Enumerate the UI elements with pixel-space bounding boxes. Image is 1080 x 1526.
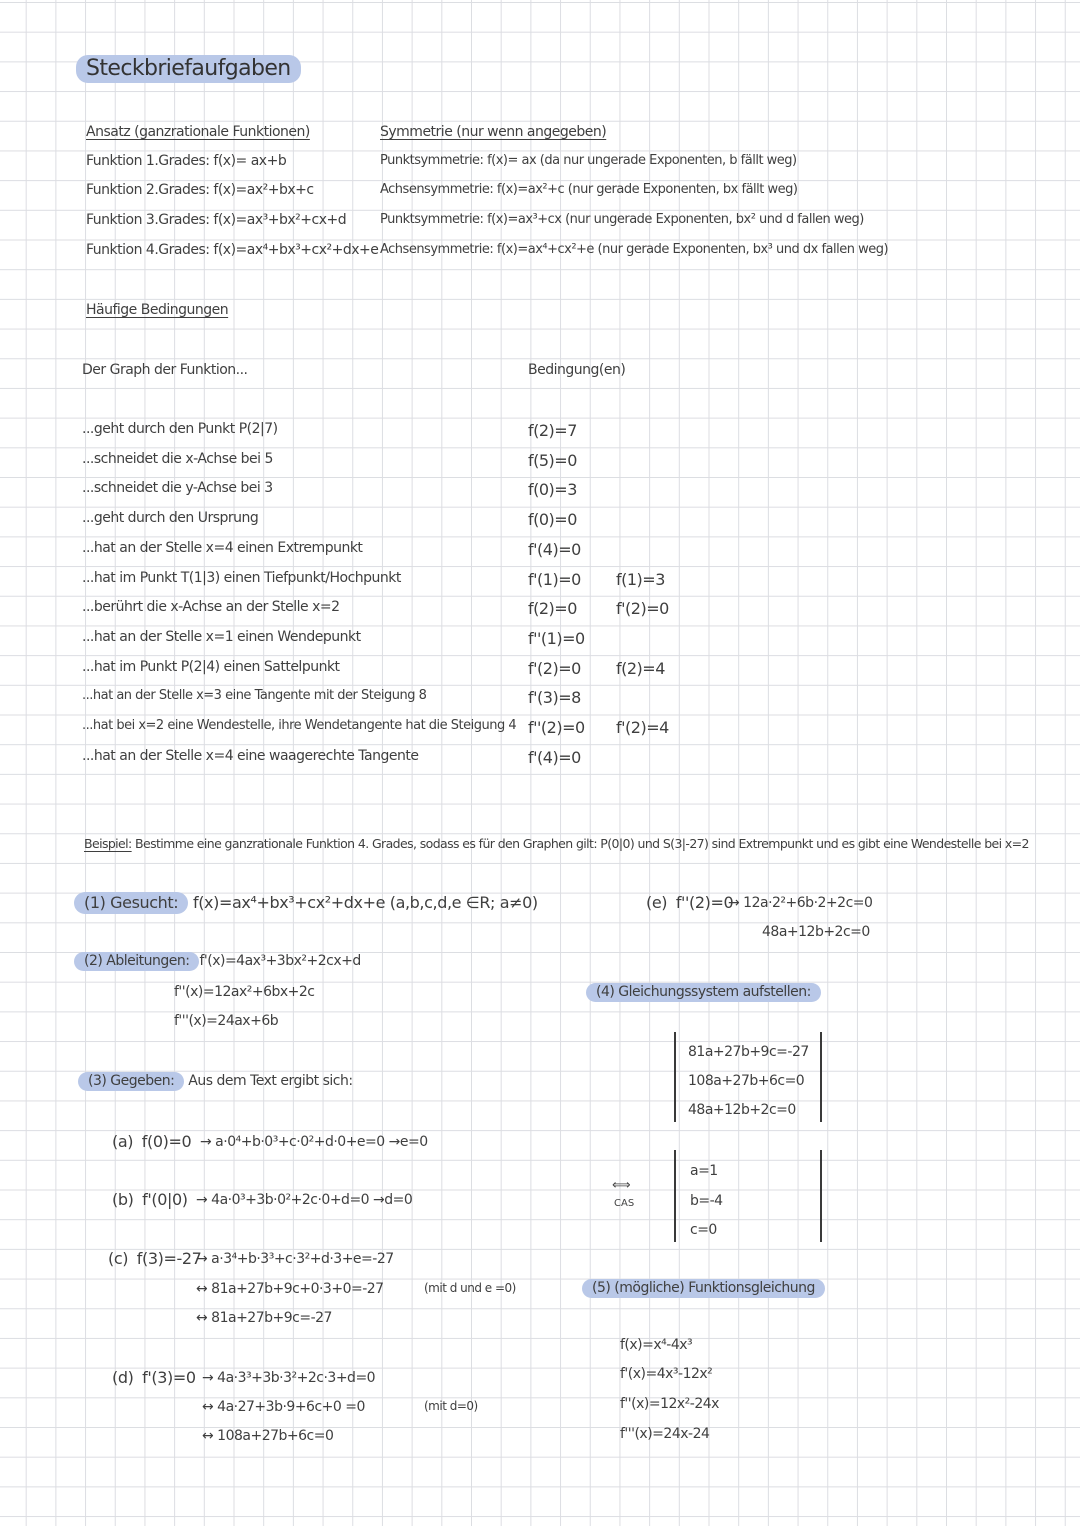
- step2-line-2: f''(x)=12ax²+6bx+2c: [174, 984, 315, 1000]
- system-left-bar: [674, 1032, 676, 1122]
- symmetrie-heading: Symmetrie (nur wenn angegeben): [380, 124, 607, 140]
- step3b-line: → 4a·0³+3b·0²+2c·0+d=0 →d=0: [196, 1192, 413, 1208]
- step5-line-2: f'(x)=4x³-12x²: [620, 1366, 713, 1382]
- symmetrie-line-3: Punktsymmetrie: f(x)=ax³+cx (nur ungerade Exponenten, bx² und d fallen weg): [380, 212, 864, 227]
- step2-label: (2) Ableitungen:: [74, 952, 199, 971]
- step4-label: (4) Gleichungssystem aufstellen:: [586, 983, 821, 1002]
- cas-label: CAS: [614, 1198, 635, 1209]
- solution-a: a=1: [690, 1163, 718, 1179]
- condition-eq-1: f(2)=0: [528, 599, 577, 619]
- beispiel: [84, 836, 1029, 851]
- page-title: [76, 56, 301, 81]
- step3-intro: Aus dem Text ergibt sich:: [188, 1073, 353, 1089]
- step3a-line: → a·0⁴+b·0³+c·0²+d·0+e=0 →e=0: [200, 1134, 428, 1150]
- step3d-label: (d): [112, 1368, 134, 1387]
- step1: [74, 893, 538, 912]
- system-eq-2: 108a+27b+6c=0: [688, 1073, 805, 1089]
- condition-text: ...geht durch den Punkt P(2|7): [82, 421, 278, 437]
- system-eq-3: 48a+12b+2c=0: [688, 1102, 796, 1118]
- step1-label: (1) Gesucht:: [74, 892, 188, 914]
- solution-b: b=-4: [690, 1193, 723, 1209]
- solution-left-bar: [674, 1150, 676, 1242]
- condition-text: ...schneidet die y-Achse bei 3: [82, 480, 273, 497]
- step3d-line-2: ↔ 4a·27+3b·9+6c+0 =0: [202, 1399, 365, 1415]
- condition-eq-1: f(0)=0: [528, 510, 577, 530]
- condition-eq-1: f'(1)=0: [528, 569, 581, 589]
- step3b-label: (b): [112, 1190, 134, 1209]
- step3-label: (3) Gegeben:: [78, 1072, 184, 1091]
- step3a: [112, 1132, 191, 1151]
- step3e-line-2: 48a+12b+2c=0: [762, 924, 870, 940]
- ansatz-line-1: Funktion 1.Grades: f(x)= ax+b: [86, 153, 287, 169]
- step3c-label: (c): [108, 1249, 129, 1268]
- condition-text: ...hat bei x=2 eine Wendestelle, ihre Wendetangente hat die Steigung 4: [82, 718, 517, 733]
- condition-text: ...hat an der Stelle x=3 eine Tangente mit der Steigung 8: [82, 688, 427, 704]
- step3a-label: (a): [112, 1132, 134, 1151]
- equivalence-arrow: ⟺: [612, 1178, 631, 1193]
- step3: [78, 1073, 353, 1089]
- condition-text: ...hat im Punkt P(2|4) einen Sattelpunkt: [82, 658, 340, 675]
- condition-eq-1: f(5)=0: [528, 450, 577, 470]
- step3a-cond: f(0)=0: [141, 1132, 192, 1151]
- ansatz-line-2: Funktion 2.Grades: f(x)=ax²+bx+c: [86, 182, 314, 198]
- step3e-line-1: → 12a·2²+6b·2+2c=0: [728, 895, 873, 911]
- bedingungen-col-left: Der Graph der Funktion...: [82, 362, 248, 378]
- condition-eq-1: f'(3)=8: [528, 688, 581, 708]
- solution-right-bar: [820, 1150, 822, 1242]
- step2-line-3: f'''(x)=24ax+6b: [174, 1013, 279, 1029]
- condition-eq-2: f(1)=3: [616, 569, 665, 589]
- step3c-line-3: ↔ 81a+27b+9c=-27: [196, 1310, 332, 1326]
- condition-eq-1: f'(4)=0: [528, 539, 581, 559]
- symmetrie-line-1: Punktsymmetrie: f(x)= ax (da nur ungerade Exponenten, b fällt weg): [380, 153, 797, 168]
- step3c-note: (mit d und e =0): [424, 1281, 516, 1295]
- condition-eq-1: f'(2)=0: [528, 658, 581, 678]
- step3e-label: (e): [646, 893, 668, 912]
- step5-line-4: f'''(x)=24x-24: [620, 1426, 710, 1442]
- condition-eq-2: f'(2)=0: [616, 599, 669, 619]
- step5: [582, 1280, 825, 1296]
- symmetrie-line-2: Achsensymmetrie: f(x)=ax²+c (nur gerade Exponenten, bx fällt weg): [380, 182, 798, 197]
- step3d: [112, 1368, 196, 1387]
- step3d-line-3: ↔ 108a+27b+6c=0: [202, 1428, 334, 1444]
- condition-eq-1: f'(4)=0: [528, 747, 581, 767]
- step3d-line-1: → 4a·3³+3b·3²+2c·3+d=0: [202, 1370, 376, 1386]
- step3c-line-1: → a·3⁴+b·3³+c·3²+d·3+e=-27: [196, 1251, 394, 1267]
- step3c-line-2: ↔ 81a+27b+9c+0·3+0=-27: [196, 1281, 384, 1297]
- page-title-text: Steckbriefaufgaben: [76, 55, 301, 83]
- beispiel-label: Beispiel:: [84, 836, 132, 851]
- system-right-bar: [820, 1032, 822, 1122]
- step5-line-1: f(x)=x⁴-4x³: [620, 1337, 693, 1353]
- condition-text: ...hat an der Stelle x=4 einen Extrempunkt: [82, 539, 363, 556]
- step3b: [112, 1190, 188, 1209]
- condition-eq-2: f(2)=4: [616, 658, 665, 678]
- step3c: [108, 1249, 201, 1268]
- condition-eq-1: f''(1)=0: [528, 628, 585, 648]
- solution-c: c=0: [690, 1222, 717, 1238]
- beispiel-text: Bestimme eine ganzrationale Funktion 4. Grades, sodass es für den Graphen gilt: P(0|0) und S(3|-27) sind Extrempunkt und es gibt eine Wendestelle bei x=2: [135, 836, 1029, 851]
- step3d-note: (mit d=0): [424, 1399, 478, 1413]
- condition-text: ...hat an der Stelle x=1 einen Wendepunkt: [82, 628, 361, 645]
- condition-text: ...berührt die x-Achse an der Stelle x=2: [82, 599, 340, 616]
- bedingungen-heading: Häufige Bedingungen: [86, 302, 229, 318]
- bedingungen-col-right: Bedingung(en): [528, 362, 626, 378]
- condition-eq-1: f''(2)=0: [528, 718, 585, 737]
- ansatz-heading: Ansatz (ganzrationale Funktionen): [86, 124, 310, 140]
- condition-text: ...geht durch den Ursprung: [82, 510, 259, 527]
- step5-line-3: f''(x)=12x²-24x: [620, 1396, 719, 1412]
- step1-text: f(x)=ax⁴+bx³+cx²+dx+e (a,b,c,d,e ∈R; a≠0): [192, 893, 538, 912]
- step2: [74, 953, 361, 969]
- condition-text: ...schneidet die x-Achse bei 5: [82, 450, 273, 467]
- step3d-cond: f'(3)=0: [142, 1368, 196, 1387]
- condition-eq-1: f(0)=3: [528, 480, 577, 500]
- ansatz-line-4: Funktion 4.Grades: f(x)=ax⁴+bx³+cx²+dx+e: [86, 242, 379, 258]
- step3e: [646, 893, 733, 912]
- step3e-cond: f''(2)=0: [675, 893, 734, 912]
- symmetrie-line-4: Achsensymmetrie: f(x)=ax⁴+cx²+e (nur gerade Exponenten, bx³ und dx fallen weg): [380, 242, 889, 257]
- step5-label: (5) (mögliche) Funktionsgleichung: [582, 1279, 825, 1298]
- step3b-cond: f'(0|0): [142, 1190, 188, 1209]
- condition-text: ...hat an der Stelle x=4 eine waagerechte Tangente: [82, 747, 419, 764]
- system-eq-1: 81a+27b+9c=-27: [688, 1044, 809, 1060]
- step4: [586, 984, 821, 1000]
- condition-eq-1: f(2)=7: [528, 421, 577, 440]
- condition-eq-2: f'(2)=4: [616, 718, 669, 737]
- ansatz-line-3: Funktion 3.Grades: f(x)=ax³+bx²+cx+d: [86, 212, 347, 228]
- step3c-cond: f(3)=-27: [136, 1249, 202, 1268]
- step2-line-1: f'(x)=4ax³+3bx²+2cx+d: [199, 953, 361, 969]
- condition-text: ...hat im Punkt T(1|3) einen Tiefpunkt/Hochpunkt: [82, 569, 401, 586]
